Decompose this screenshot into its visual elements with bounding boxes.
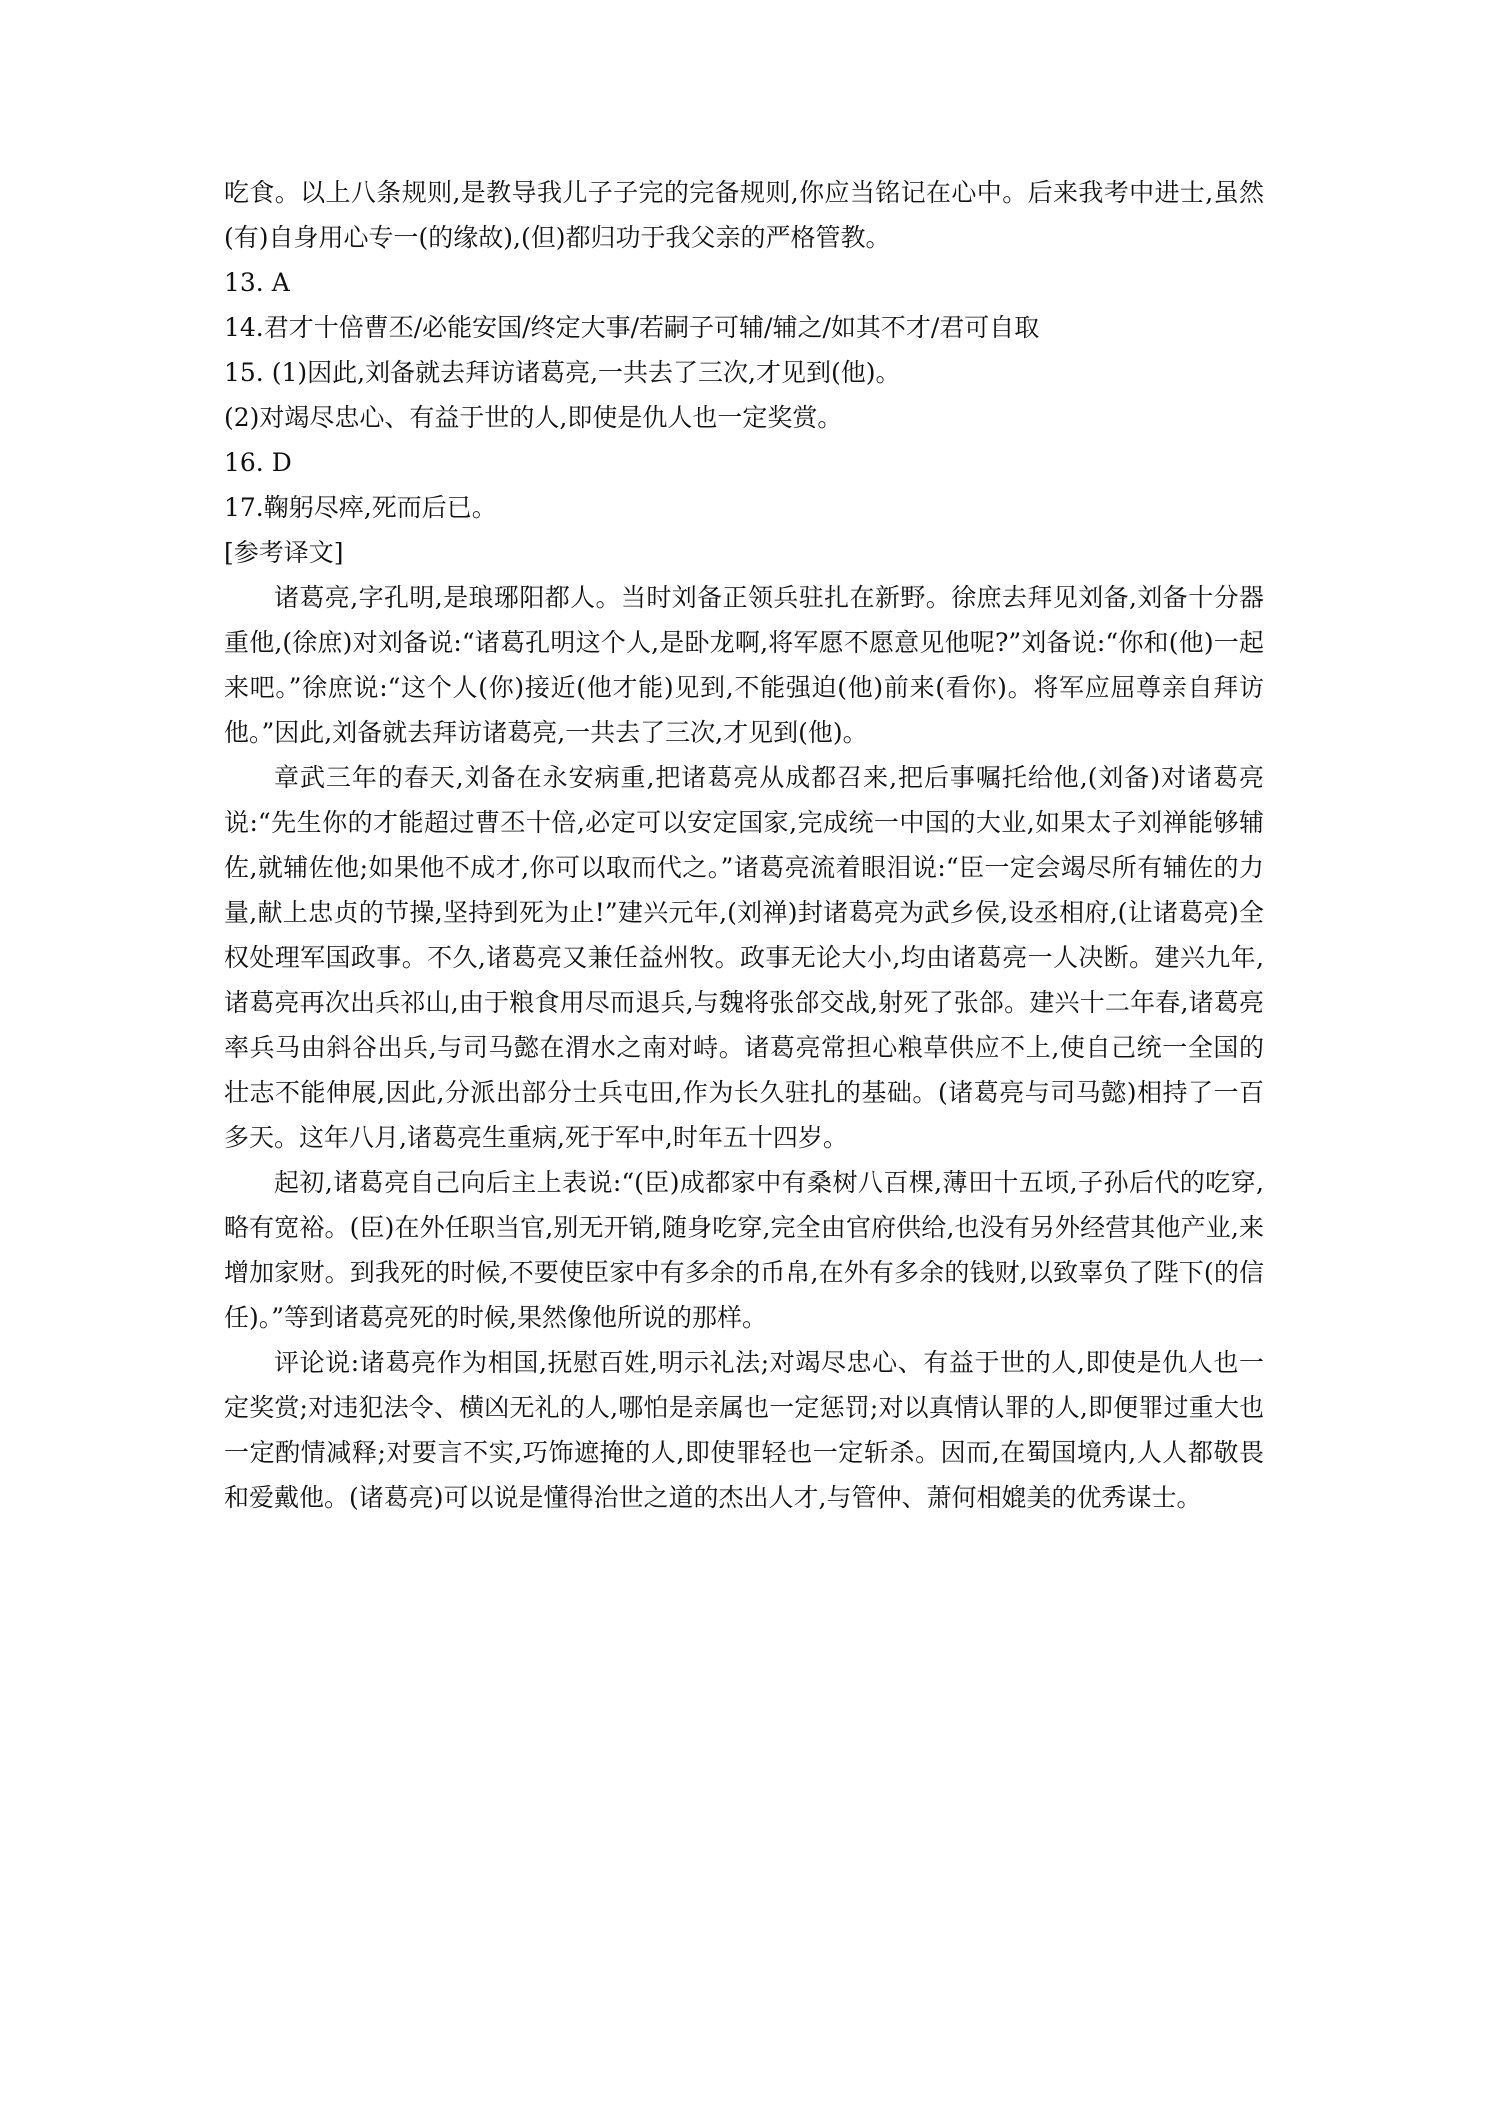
translation-paragraph-1: 诸葛亮,字孔明,是琅琊阳都人。当时刘备正领兵驻扎在新野。徐庶去拜见刘备,刘备十分器重他,(徐庶)对刘备说:“诸葛孔明这个人,是卧龙啊,将军愿不愿意见他呢?”刘备说:“你和(他)一起来吧。”徐庶说:“这个人(你)接近(他才能)见到,不能强迫(他)前来(看你)。将军应屈尊亲自拜访他。”因此,刘备就去拜访诸葛亮,一共去了三次,才见到(他)。 [224, 583, 1265, 747]
translation-paragraph-4: 评论说:诸葛亮作为相国,抚慰百姓,明示礼法;对竭尽忠心、有益于世的人,即使是仇人也一定奖赏;对违犯法令、横凶无礼的人,哪怕是亲属也一定惩罚;对以真情认罪的人,即便罪过重大也一定酌情减释;对要言不实,巧饰遮掩的人,即使罪轻也一定斩杀。因而,在蜀国境内,人人都敬畏和爱戴他。(诸葛亮)可以说是懂得治世之道的杰出人才,与管仲、萧何相媲美的优秀谋士。 [224, 1348, 1264, 1512]
answer-16: 16. D [224, 448, 292, 477]
reference-translation-heading: [参考译文] [224, 538, 344, 567]
document-body [224, 170, 1264, 1520]
answer-13: 13. A [224, 268, 290, 297]
answer-14: 14.君才十倍曹丕/必能安国/终定大事/若嗣子可辅/辅之/如其不才/君可自取 [224, 313, 1040, 342]
translation-paragraph-2: 章武三年的春天,刘备在永安病重,把诸葛亮从成都召来,把后事嘱托给他,(刘备)对诸葛亮说:“先生你的才能超过曹丕十倍,必定可以安定国家,完成统一中国的大业,如果太子刘禅能够辅佐,就辅佐他;如果他不成才,你可以取而代之。”诸葛亮流着眼泪说:“臣一定会竭尽所有辅佐的力量,献上忠贞的节操,坚持到死为止!”建兴元年,(刘禅)封诸葛亮为武乡侯,设丞相府,(让诸葛亮)全权处理军国政事。不久,诸葛亮又兼任益州牧。政事无论大小,均由诸葛亮一人决断。建兴九年,诸葛亮再次出兵祁山,由于粮食用尽而退兵,与魏将张郃交战,射死了张郃。建兴十二年春,诸葛亮率兵马由斜谷出兵,与司马懿在渭水之南对峙。诸葛亮常担心粮草供应不上,使自己统一全国的壮志不能伸展,因此,分派出部分士兵屯田,作为长久驻扎的基础。(诸葛亮与司马懿)相持了一百多天。这年八月,诸葛亮生重病,死于军中,时年五十四岁。 [224, 763, 1264, 1152]
answer-17: 17.鞠躬尽瘁,死而后已。 [224, 493, 497, 522]
translation-continuation: 吃食。以上八条规则,是教导我儿子子完的完备规则,你应当铭记在心中。后来我考中进士,虽然(有)自身用心专一(的缘故),(但)都归功于我父亲的严格管教。 [224, 178, 1264, 252]
translation-paragraph-3: 起初,诸葛亮自己向后主上表说:“(臣)成都家中有桑树八百棵,薄田十五顷,子孙后代的吃穿,略有宽裕。(臣)在外任职当官,别无开销,随身吃穿,完全由官府供给,也没有另外经营其他产业,来增加家财。到我死的时候,不要使臣家中有多余的币帛,在外有多余的钱财,以致辜负了陛下(的信任)。”等到诸葛亮死的时候,果然像他所说的那样。 [224, 1168, 1264, 1332]
answer-15-1: 15. (1)因此,刘备就去拜访诸葛亮,一共去了三次,才见到(他)。 [224, 358, 901, 387]
answer-15-2: (2)对竭尽忠心、有益于世的人,即使是仇人也一定奖赏。 [224, 403, 843, 432]
